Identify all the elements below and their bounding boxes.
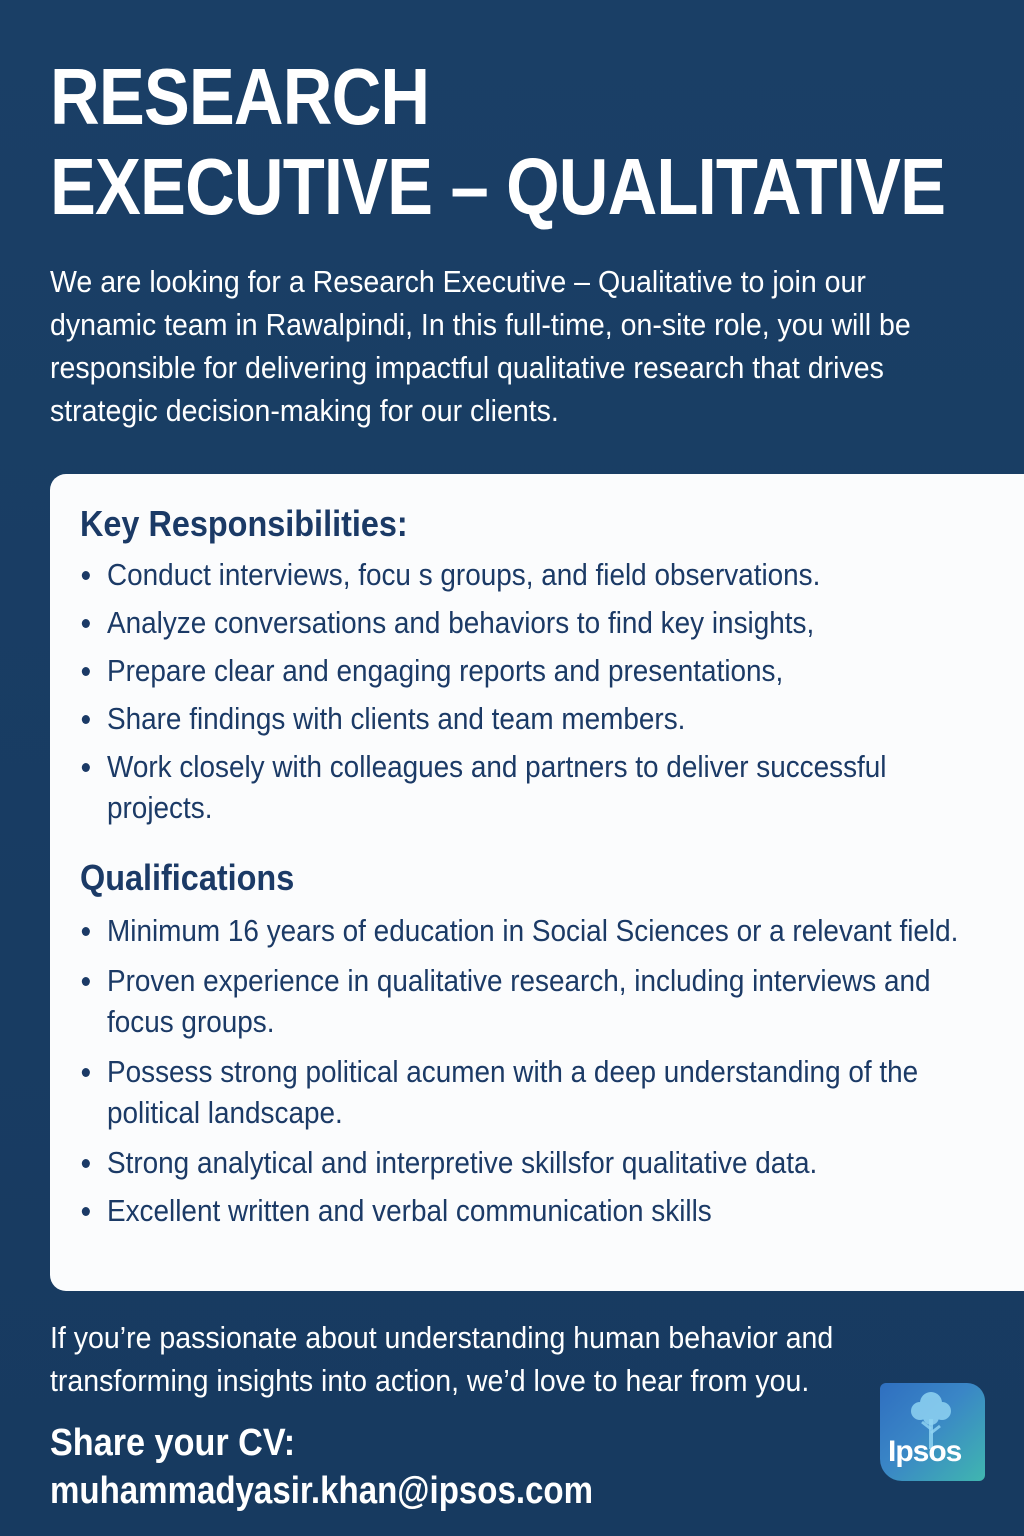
qualifications-list: [80, 910, 989, 1231]
ipsos-logo: [880, 1383, 985, 1481]
list-item: Work closely with colleagues and partners to deliver successful projects.: [80, 746, 989, 828]
job-title-line-1: RESEARCH: [50, 52, 430, 141]
job-title-line-2: EXECUTIVE – QUALITATIVE: [50, 142, 946, 231]
ipsos-logo-text: Ipsos: [888, 1435, 962, 1468]
details-card: [50, 474, 1024, 1291]
list-item: Strong analytical and interpretive skillsfor qualitative data.: [80, 1142, 989, 1183]
intro-paragraph: We are looking for a Research Executive – Qualitative to join our dynamic team in Rawalpindi, In this full-time, on-site role, you will be responsible for delivering impactful qualitative research that drives strategic decision-making for our clients.: [50, 264, 911, 428]
qualifications-heading: Qualifications: [80, 857, 295, 898]
list-item: Share findings with clients and team members.: [80, 698, 989, 739]
cv-email-link[interactable]: muhammadyasir.khan@ipsos.com: [50, 1470, 594, 1512]
list-item: Proven experience in qualitative research, including interviews and focus groups.: [80, 960, 989, 1042]
cv-label: Share your CV:: [50, 1422, 296, 1464]
responsibilities-heading: Key Responsibilities:: [80, 503, 408, 544]
list-item: Minimum 16 years of education in Social Sciences or a relevant field.: [80, 910, 989, 951]
responsibilities-list: [80, 554, 989, 828]
list-item: Possess strong political acumen with a deep understanding of the political landscape.: [80, 1051, 989, 1133]
list-item: Analyze conversations and behaviors to find key insights,: [80, 602, 989, 643]
list-item: Conduct interviews, focu s groups, and field observations.: [80, 554, 989, 595]
list-item: Prepare clear and engaging reports and presentations,: [80, 650, 989, 691]
closing-paragraph: If you’re passionate about understanding human behavior and transforming insights into action, we’d love to hear from you.: [50, 1320, 834, 1398]
list-item: Excellent written and verbal communication skills: [80, 1190, 989, 1231]
job-title: [50, 52, 946, 232]
